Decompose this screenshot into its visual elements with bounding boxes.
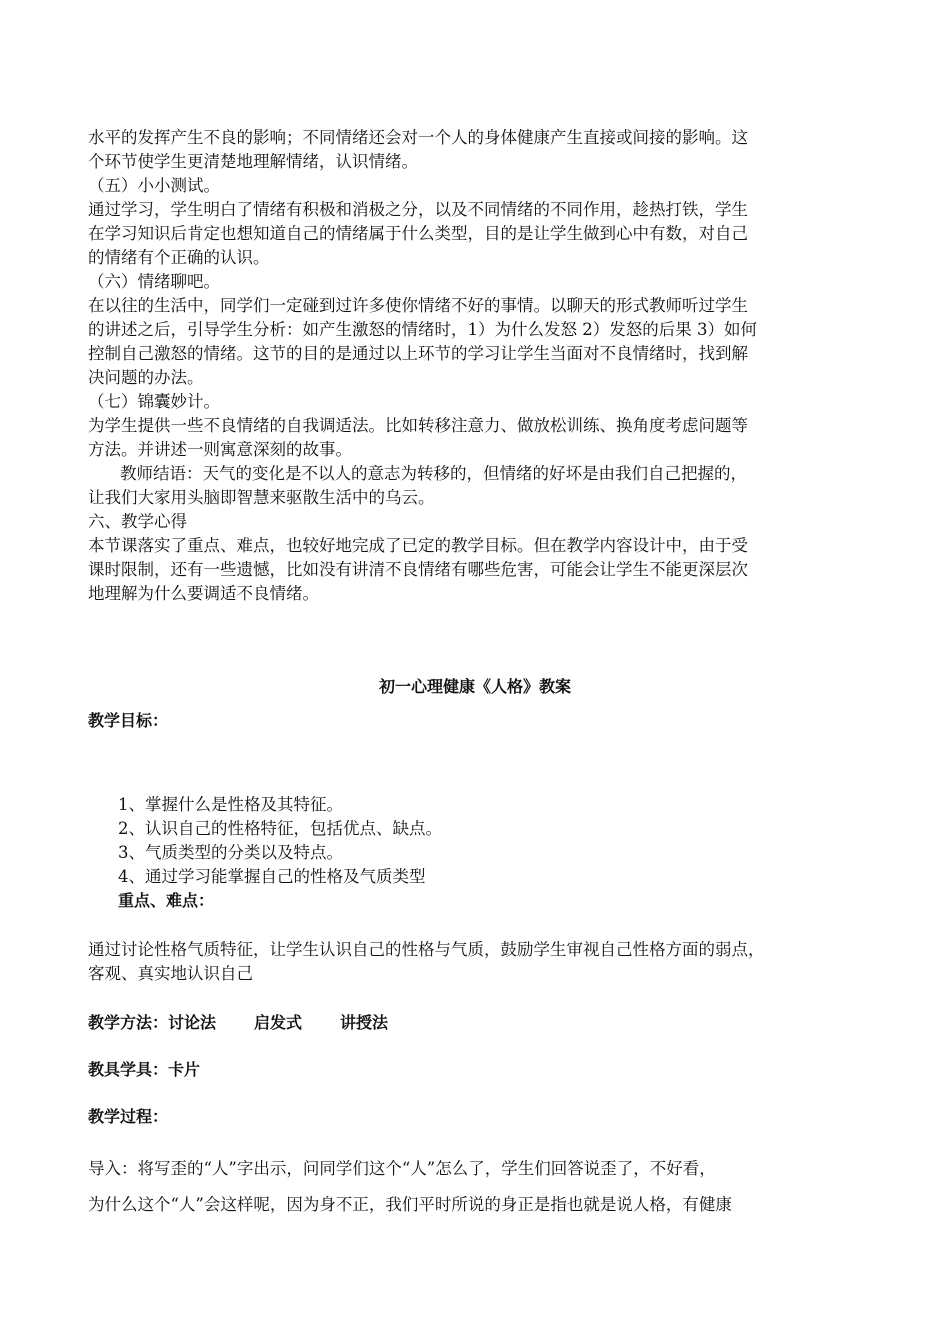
- paragraph-line: 为什么这个“人”会这样呢，因为身不正，我们平时所说的身正是指也就是说人格，有健康: [88, 1195, 732, 1214]
- goal-item: 1、掌握什么是性格及其特征。: [118, 795, 343, 814]
- paragraph-line: 导入：将写歪的“人”字出示，问同学们这个“人”怎么了，学生们回答说歪了，不好看，: [88, 1159, 716, 1178]
- previous-lesson-text: [88, 126, 868, 606]
- paragraph-line: 在学习知识后肯定也想知道自己的情绪属于什么类型，目的是让学生做到心中有数，对自己: [88, 224, 748, 243]
- key-points-heading: 重点、难点：: [118, 891, 215, 910]
- tools-value: 卡片: [168, 1060, 201, 1079]
- goals-heading: 教学目标：: [88, 711, 169, 730]
- paragraph-line: 水平的发挥产生不良的影响；不同情绪还会对一个人的身体健康产生直接或间接的影响。这: [88, 128, 748, 147]
- paragraph-line: 地理解为什么要调适不良情绪。: [88, 584, 319, 603]
- teaching-methods: [88, 1011, 868, 1035]
- method-item: 启发式: [254, 1013, 303, 1032]
- section-heading: （七）锦囊妙计。: [88, 392, 220, 411]
- tools-label: 教具学具：: [88, 1060, 169, 1079]
- section-heading: （六）情绪聊吧。: [88, 272, 220, 291]
- goal-item: 4、通过学习能掌握自己的性格及气质类型: [118, 867, 426, 886]
- method-item: 讨论法: [168, 1013, 217, 1032]
- teacher-conclusion-line: 教师结语：天气的变化是不以人的意志为转移的，但情绪的好坏是由我们自己把握的，: [120, 464, 747, 483]
- key-points-text: [88, 938, 868, 986]
- methods-label: 教学方法：: [88, 1013, 169, 1032]
- paragraph-line: 本节课落实了重点、难点，也较好地完成了已定的教学目标。但在教学内容设计中，由于受: [88, 536, 748, 555]
- lesson-title: 初一心理健康《人格》教案: [378, 677, 571, 696]
- paragraph-line: 课时限制，还有一些遗憾，比如没有讲清不良情绪有哪些危害，可能会让学生不能更深层次: [88, 560, 748, 579]
- section-heading: （五）小小测试。: [88, 176, 220, 195]
- paragraph-line: 为学生提供一些不良情绪的自我调适法。比如转移注意力、做放松训练、换角度考虑问题等: [88, 416, 748, 435]
- process-heading: 教学过程：: [88, 1107, 169, 1126]
- paragraph-line: 通过学习，学生明白了情绪有积极和消极之分，以及不同情绪的不同作用，趁热打铁，学生: [88, 200, 748, 219]
- goal-item: 2、认识自己的性格特征，包括优点、缺点。: [118, 819, 442, 838]
- paragraph-line: 在以往的生活中，同学们一定碰到过许多使你情绪不好的事情。以聊天的形式教师听过学生: [88, 296, 748, 315]
- teaching-tools: [88, 1058, 868, 1082]
- paragraph-line: 个环节使学生更清楚地理解情绪，认识情绪。: [88, 152, 418, 171]
- section-heading: 六、教学心得: [88, 512, 187, 531]
- paragraph-line: 客观、真实地认识自己: [88, 964, 253, 983]
- process-text: [88, 1153, 868, 1221]
- method-item: 讲授法: [340, 1013, 389, 1032]
- goal-item: 3、气质类型的分类以及特点。: [118, 843, 343, 862]
- paragraph-line: 让我们大家用头脑即智慧来驱散生活中的乌云。: [88, 488, 435, 507]
- paragraph-line: 通过讨论性格气质特征，让学生认识自己的性格与气质，鼓励学生审视自己性格方面的弱点，: [88, 940, 765, 959]
- goals-list: [88, 793, 868, 913]
- paragraph-line: 控制自己激怒的情绪。这节的目的是通过以上环节的学习让学生当面对不良情绪时，找到解: [88, 344, 748, 363]
- paragraph-line: 的讲述之后，引导学生分析：如产生激怒的情绪时，1）为什么发怒 2）发怒的后果 3）如何: [88, 320, 757, 339]
- paragraph-line: 的情绪有个正确的认识。: [88, 248, 270, 267]
- paragraph-line: 方法。并讲述一则寓意深刻的故事。: [88, 440, 352, 459]
- paragraph-line: 决问题的办法。: [88, 368, 204, 387]
